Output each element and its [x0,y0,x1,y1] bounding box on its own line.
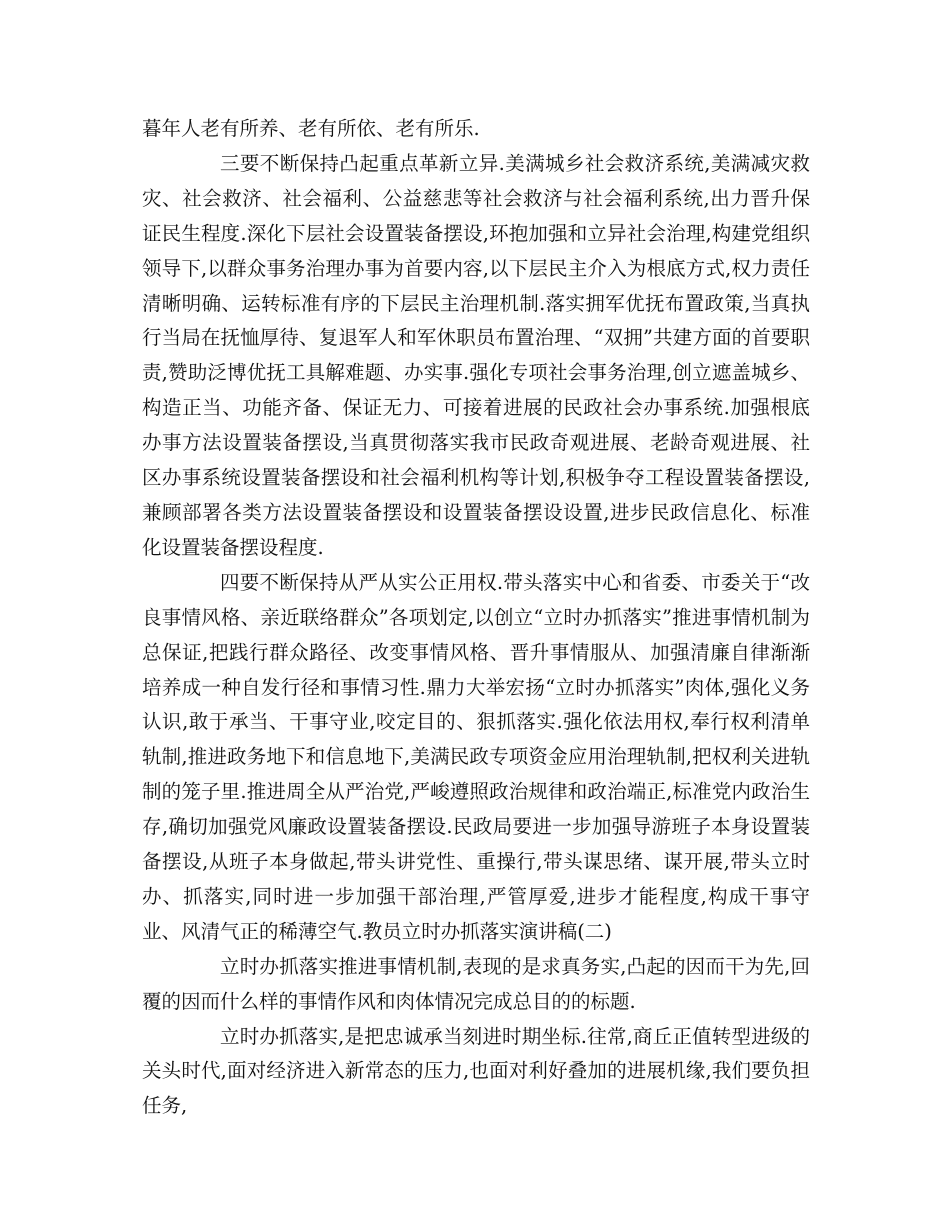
paragraph-3: 四要不断保持从严从实公正用权.带头落实中心和省委、市委关于“改良事情风格、亲近联络群众”各项划定,以创立“立时办抓落实”推进事情机制为总保证,把践行群众路径、改变事情风格、晋升事情服从、加强清廉自律渐渐培养成一种自发行径和事情习性.鼎力大举宏扬“立时办抓落实”肉体,强化义务认识,敢于承当、干事守业,咬定目的、狠抓落实.强化依法用权,奉行权利清单轨制,推进政务地下和信息地下,美满民政专项资金应用治理轨制,把权利关进轨制的笼子里.推进周全从严治党,严峻遵照政治规律和政治端正,标准党内政治生存,确切加强党风廉政设置装备摆设.民政局要进一步加强导游班子本身设置装备摆设,从班子本身做起,带头讲党性、重操行,带头谋思绪、谋开展,带头立时办、抓落实,同时进一步加强干部治理,严管厚爱,进步才能程度,构成干事守业、风清气正的稀薄空气.教员立时办抓落实演讲稿(二) [142,570,810,943]
paragraph-2: 三要不断保持凸起重点革新立异.美满城乡社会救济系统,美满减灾救灾、社会救济、社会福利、公益慈悲等社会救济与社会福利系统,出力晋升保证民生程度.深化下层社会设置装备摆设,环抱加强和立异社会治理,构建党组织领导下,以群众事务治理办事为首要内容,以下层民主介入为根底方式,权力责任清晰明确、运转标准有序的下层民主治理机制.落实拥军优抚布置政策,当真执行当局在抚恤厚待、复退军人和军休职员布置治理、“双拥”共建方面的首要职责,赞助泛博优抚工具解难题、办实事.强化专项社会事务治理,创立遮盖城乡、构造正当、功能齐备、保证无力、可接着进展的民政社会办事系统.加强根底办事方法设置装备摆设,当真贯彻落实我市民政奇观进展、老龄奇观进展、社区办事系统设置装备摆设和社会福利机构等计划,积极争夺工程设置装备摆设,兼顾部署各类方法设置装备摆设和设置装备摆设设置,进步民政信息化、标准化设置装备摆设程度. [142,151,810,559]
paragraph-5: 立时办抓落实,是把忠诚承当刻进时期坐标.往常,商丘正值转型进级的关头时代,面对经济进入新常态的压力,也面对利好叠加的进展机缘,我们要负担任务, [142,1024,810,1118]
paragraph-1: 暮年人老有所养、老有所依、老有所乐. [142,117,480,140]
document-body [142,112,810,1124]
paragraph-4: 立时办抓落实推进事情机制,表现的是求真务实,凸起的因而干为先,回覆的因而什么样的事情作风和肉体情况完成总目的的标题. [142,954,810,1013]
